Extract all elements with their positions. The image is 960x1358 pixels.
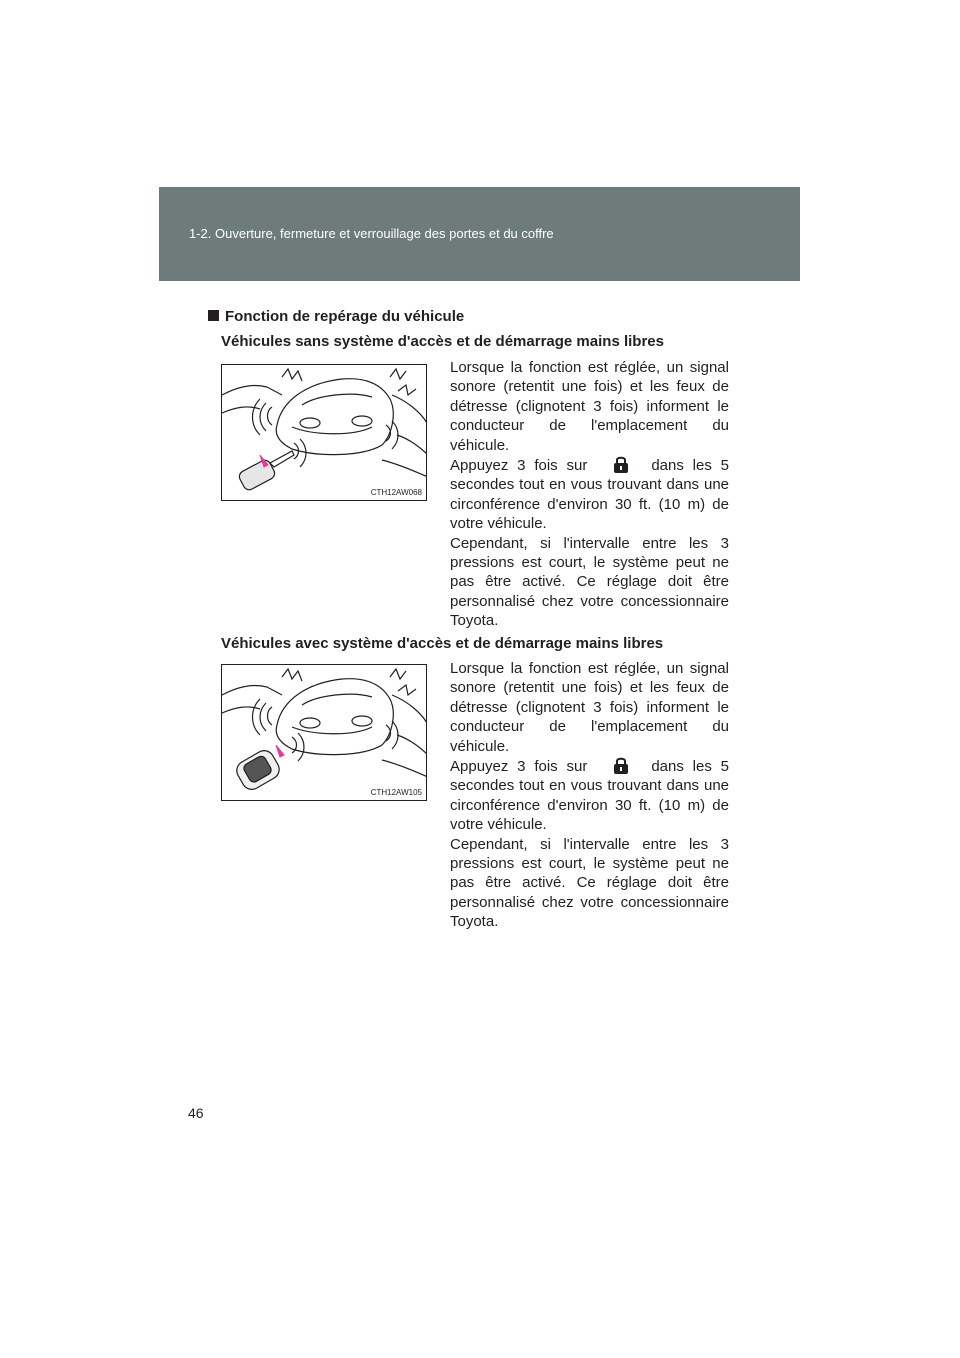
car-locator-illustration-2 — [222, 665, 427, 801]
instruction-after-2: dans les 5 secondes tout en vous trouvant dans une circonférence d'environ 30 ft. (10 m) de votre véhicule. — [450, 758, 729, 834]
subtitle-with-smart-key: Véhicules avec système d'accès et de démarrage mains libres — [221, 635, 664, 652]
paragraph-note-2: Cependant, si l'intervalle entre les 3 pressions est court, le système peut ne pas être activé. Ce réglage doit être personnalisé chez votre concessionnaire Toyota. — [450, 835, 729, 931]
illustration-car-with-key — [221, 364, 427, 501]
figure-code-2: CTH12AW105 — [370, 788, 422, 797]
paragraph-description: Lorsque la fonction est réglée, un signal sonore (retentit une fois) et les feux de détresse (clignotent 3 fois) informent le conducteur de l'emplacement du véhicule. — [450, 359, 729, 454]
page-number: 46 — [188, 1105, 204, 1121]
key-icon — [237, 451, 294, 492]
section-title-text: Fonction de repérage du véhicule — [225, 308, 465, 325]
instruction-before: Appuyez 3 fois sur — [450, 457, 588, 475]
text-block-without-smart-key — [450, 358, 729, 631]
instruction-before-2: Appuyez 3 fois sur — [450, 758, 588, 776]
figure-code: CTH12AW068 — [370, 488, 422, 497]
lock-icon — [613, 756, 629, 774]
chapter-title: 1-2. Ouverture, fermeture et verrouillage des portes et du coffre — [189, 226, 554, 241]
lock-icon — [613, 455, 629, 473]
text-block-with-smart-key — [450, 659, 729, 932]
paragraph-instruction-2 — [450, 756, 729, 835]
car-locator-illustration — [222, 365, 427, 501]
paragraph-description-2: Lorsque la fonction est réglée, un signal sonore (retentit une fois) et les feux de détresse (clignotent 3 fois) informent le conducteur de l'emplacement du véhicule. — [450, 660, 729, 755]
subtitle-without-smart-key: Véhicules sans système d'accès et de démarrage mains libres — [221, 333, 664, 350]
chapter-header — [159, 187, 800, 281]
bullet-square-icon — [208, 310, 219, 321]
illustration-car-with-smart-key — [221, 664, 427, 801]
paragraph-instruction — [450, 455, 729, 534]
smart-key-icon — [233, 747, 283, 793]
section-heading — [208, 308, 464, 325]
instruction-after: dans les 5 secondes tout en vous trouvant dans une circonférence d'environ 30 ft. (10 m) de votre véhicule. — [450, 457, 729, 533]
paragraph-note: Cependant, si l'intervalle entre les 3 pressions est court, le système peut ne pas être activé. Ce réglage doit être personnalisé chez votre concessionnaire Toyota. — [450, 534, 729, 630]
